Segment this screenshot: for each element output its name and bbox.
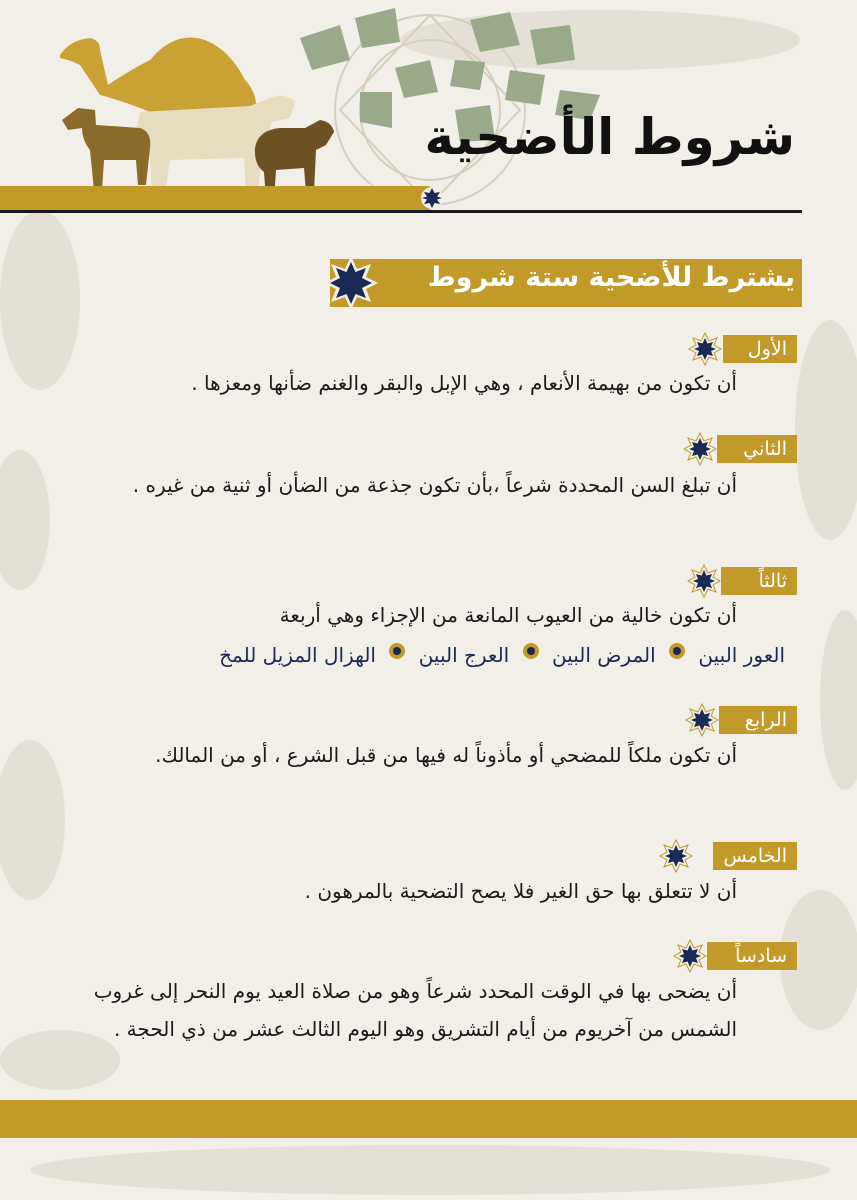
eight-point-star-icon	[683, 432, 717, 466]
condition-label: الخامس	[713, 842, 797, 870]
condition-label: الأول	[723, 335, 797, 363]
condition-text: أن تكون من بهيمة الأنعام ، وهي الإبل والبقر والغنم ضأنها ومعزها .	[191, 371, 737, 395]
star-bullet-icon	[668, 642, 686, 660]
eight-point-star-icon	[687, 564, 721, 598]
star-bullet-icon	[522, 642, 540, 660]
condition-text: أن تكون ملكاً للمضحي أو مأذوناً له فيها من قبل الشرع ، أو من المالك.	[155, 743, 737, 767]
eight-point-star-icon	[659, 839, 693, 873]
defect-item: الهزال المزيل للمخ	[219, 642, 376, 667]
header-divider	[0, 210, 802, 213]
star-bullet-icon	[388, 642, 406, 660]
eight-point-star-icon	[673, 939, 707, 973]
footer-gold-band	[0, 1100, 857, 1138]
condition-label: سادساً	[707, 942, 797, 970]
eight-point-star-icon	[688, 332, 722, 366]
defect-item: المرض البين	[551, 642, 656, 667]
condition-label: ثالثاً	[721, 567, 797, 595]
defects-list	[65, 634, 785, 674]
eight-point-star-icon	[685, 703, 719, 737]
subtitle: يشترط للأضحية ستة شروط	[427, 262, 795, 293]
condition-label: الرابع	[719, 706, 797, 734]
eight-point-star-icon	[322, 254, 380, 312]
page-title: شروط الأضحية	[424, 108, 795, 166]
defect-item: العور البين	[698, 642, 785, 667]
condition-text: أن يضحى بها في الوقت المحدد شرعاً وهو من صلاة العيد يوم النحر إلى غروب الشمس من آخريوم من أيام التشريق وهو اليوم الثالث عشر من ذي الحجة .	[93, 979, 737, 1041]
condition-text: أن تكون خالية من العيوب المانعة من الإجزاء وهي أربعة	[279, 603, 737, 627]
goat-icon	[62, 108, 150, 190]
condition-label: الثاني	[717, 435, 797, 463]
condition-text: أن لا تتعلق بها حق الغير فلا يصح التضحية بالمرهون .	[304, 879, 737, 903]
geometric-pattern	[300, 8, 600, 205]
eight-point-star-icon	[420, 186, 444, 210]
condition-text: أن تبلغ السن المحددة شرعاً ،بأن تكون جذعة من الضأن أو ثنية من غيره .	[132, 473, 737, 497]
defect-item: العرج البين	[418, 642, 510, 667]
header-gold-band	[0, 186, 430, 210]
